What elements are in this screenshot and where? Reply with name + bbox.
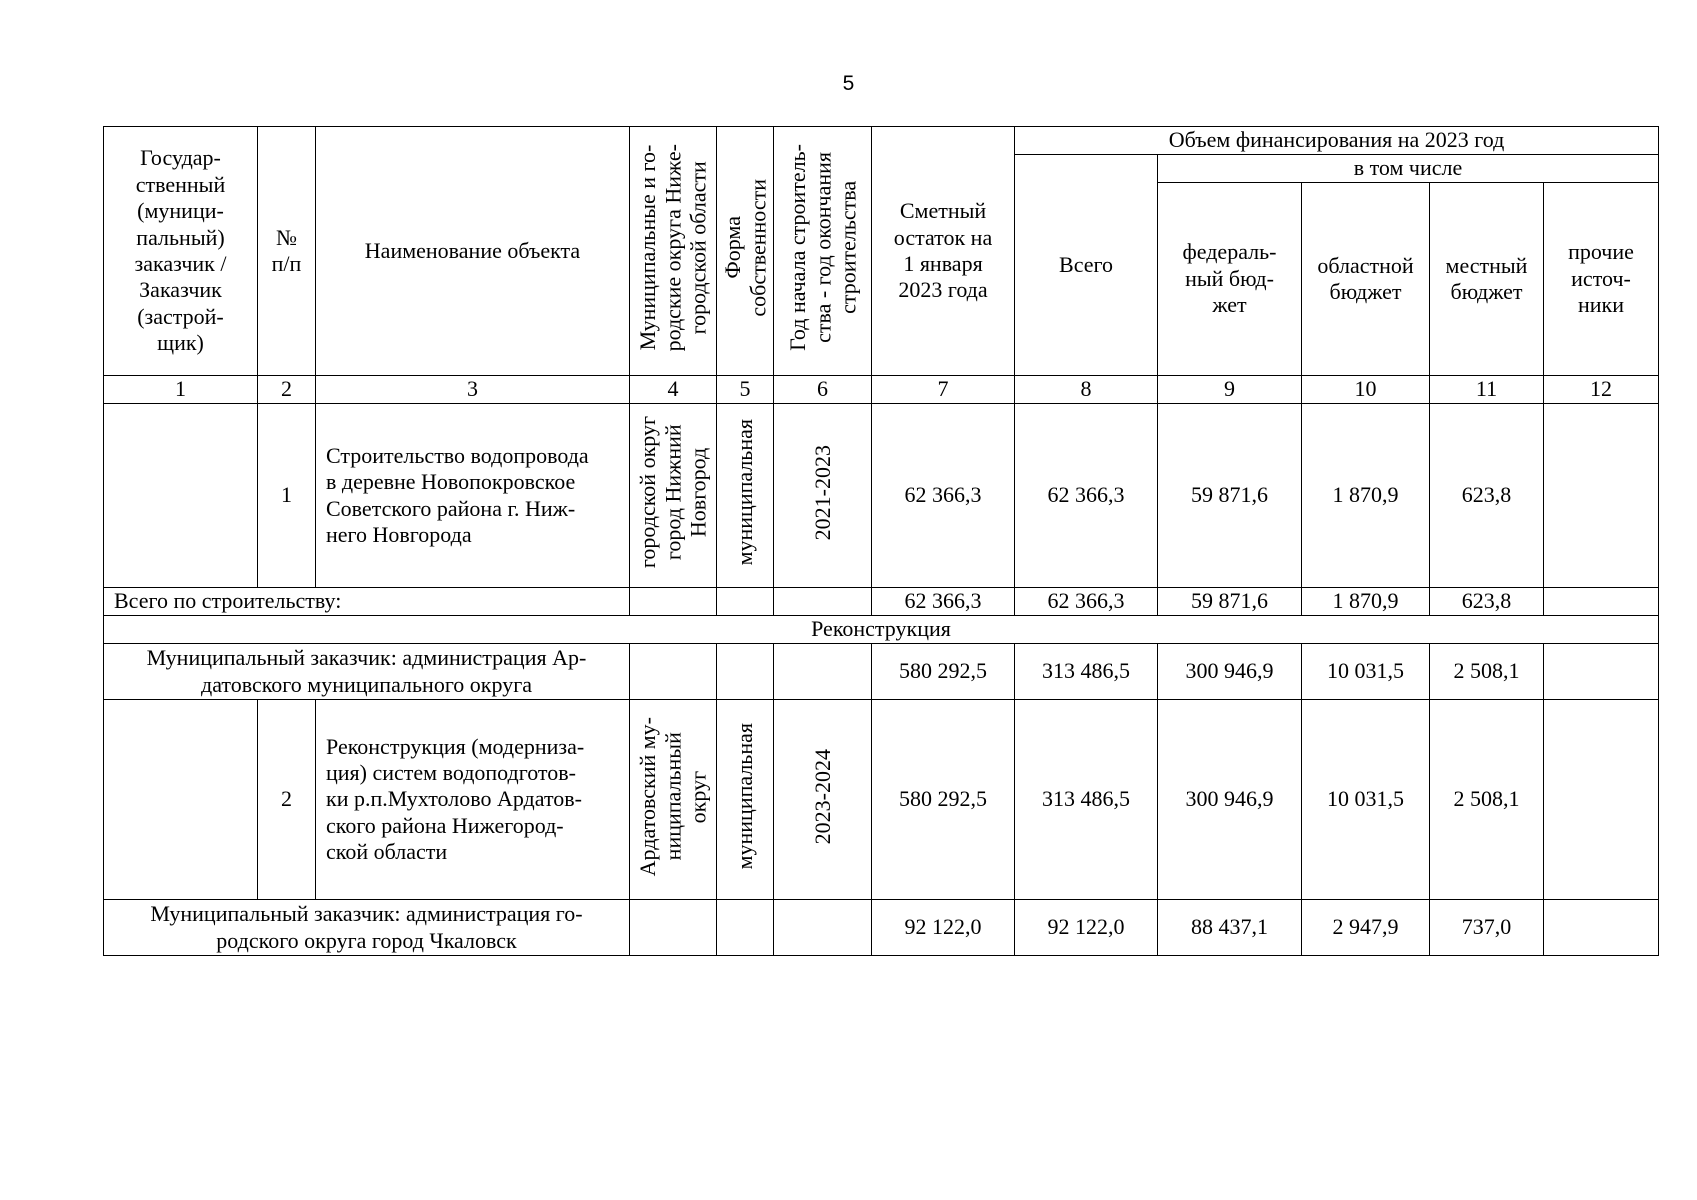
row2-object-name — [316, 700, 630, 900]
column-number: 4 — [630, 376, 717, 404]
row2-balance: 580 292,5 — [872, 700, 1015, 900]
empty-cell — [717, 644, 774, 700]
row2-ownership-text: муниципальная — [732, 723, 758, 870]
row1-number: 1 — [258, 404, 316, 588]
customer-chkalovsk-local: 737,0 — [1430, 900, 1544, 956]
header-years-text: Год начала строитель- ства - год окончания строительства — [784, 144, 861, 352]
row2-federal: 300 946,9 — [1158, 700, 1302, 900]
financing-table — [103, 126, 1659, 956]
row2-local: 2 508,1 — [1430, 700, 1544, 900]
column-number: 5 — [717, 376, 774, 404]
row2-municipality — [630, 700, 717, 900]
row2-total: 313 486,5 — [1015, 700, 1158, 900]
empty-cell — [717, 900, 774, 956]
customer-chkalovsk-balance: 92 122,0 — [872, 900, 1015, 956]
row1-local: 623,8 — [1430, 404, 1544, 588]
column-number: 11 — [1430, 376, 1544, 404]
header-municipality-text: Муниципальные и го- родские округа Ниже- городской области — [635, 144, 711, 352]
row2-other — [1544, 700, 1659, 900]
row2-municipality-text: Ардатовский му- ниципальный округ — [635, 716, 711, 876]
row1-years-text: 2021-2023 — [809, 444, 835, 540]
row1-years — [774, 404, 872, 588]
header-customer-text: Государ- ственный (муници- пальный) заказчик / Заказчик (застрой- щик) — [134, 145, 227, 356]
construction-total-row — [104, 588, 1659, 616]
header-other — [1544, 183, 1659, 376]
row2-years-text: 2023-2024 — [809, 748, 835, 844]
customer-ardatov-total: 313 486,5 — [1015, 644, 1158, 700]
row1-ownership — [717, 404, 774, 588]
customer-ardatov-federal: 300 946,9 — [1158, 644, 1302, 700]
header-number-text: № п/п — [271, 224, 302, 276]
reconstruction-section-row — [104, 616, 1659, 644]
header-customer — [104, 127, 258, 376]
construction-total-total: 62 366,3 — [1015, 588, 1158, 616]
row1-municipality — [630, 404, 717, 588]
row2-ownership — [717, 700, 774, 900]
empty-cell — [774, 588, 872, 616]
row1-balance: 62 366,3 — [872, 404, 1015, 588]
empty-cell — [774, 644, 872, 700]
column-number: 3 — [316, 376, 630, 404]
header-local-text: местный бюджет — [1445, 252, 1528, 304]
row2-customer-cell — [104, 700, 258, 900]
customer-chkalovsk-label-text: Муниципальный заказчик: администрация го- родского округа город Чкаловск — [150, 901, 583, 953]
header-years — [774, 127, 872, 376]
row1-object-name-text: Строительство водопровода в деревне Новопокровское Советского района г. Ниж- него Новгорода — [326, 442, 589, 547]
header-ownership — [717, 127, 774, 376]
header-row-1 — [104, 127, 1659, 155]
construction-total-federal: 59 871,6 — [1158, 588, 1302, 616]
customer-chkalovsk-total: 92 122,0 — [1015, 900, 1158, 956]
construction-total-other — [1544, 588, 1659, 616]
customer-ardatov-other — [1544, 644, 1659, 700]
customer-ardatov-row — [104, 644, 1659, 700]
customer-chkalovsk-other — [1544, 900, 1659, 956]
customer-ardatov-label — [104, 644, 630, 700]
empty-cell — [717, 588, 774, 616]
column-number: 9 — [1158, 376, 1302, 404]
header-municipality — [630, 127, 717, 376]
header-federal-text: федераль- ный бюд- жет — [1182, 239, 1277, 318]
header-federal — [1158, 183, 1302, 376]
column-number: 10 — [1302, 376, 1430, 404]
row2-regional: 10 031,5 — [1302, 700, 1430, 900]
row2-years — [774, 700, 872, 900]
customer-chkalovsk-regional: 2 947,9 — [1302, 900, 1430, 956]
column-number: 12 — [1544, 376, 1659, 404]
table-row-object-2 — [104, 700, 1659, 900]
header-other-text: прочие источ- ники — [1568, 239, 1634, 318]
customer-ardatov-local: 2 508,1 — [1430, 644, 1544, 700]
customer-chkalovsk-row — [104, 900, 1659, 956]
customer-chkalovsk-label — [104, 900, 630, 956]
construction-total-local: 623,8 — [1430, 588, 1544, 616]
header-total: Всего — [1015, 155, 1158, 376]
row2-object-name-text: Реконструкция (модерниза- ция) систем водоподготов- ки р.п.Мухтолово Ардатов- ского района Нижегород- ской области — [326, 733, 585, 865]
customer-ardatov-regional: 10 031,5 — [1302, 644, 1430, 700]
header-regional — [1302, 183, 1430, 376]
header-number — [258, 127, 316, 376]
header-financing-title: Объем финансирования на 2023 год — [1015, 127, 1659, 155]
header-ownership-text: Форма собственности — [719, 179, 770, 317]
header-local — [1430, 183, 1544, 376]
row1-ownership-text: муниципальная — [732, 419, 758, 566]
column-number: 7 — [872, 376, 1015, 404]
row1-federal: 59 871,6 — [1158, 404, 1302, 588]
header-object-name — [316, 127, 630, 376]
row1-object-name — [316, 404, 630, 588]
row1-other — [1544, 404, 1659, 588]
row1-total: 62 366,3 — [1015, 404, 1158, 588]
column-number: 6 — [774, 376, 872, 404]
reconstruction-label: Реконструкция — [104, 616, 1659, 644]
page-number: 5 — [842, 72, 855, 95]
table-row-object-1 — [104, 404, 1659, 588]
header-object-name-text: Наименование объекта — [364, 237, 581, 263]
header-regional-text: областной бюджет — [1317, 252, 1414, 304]
construction-total-regional: 1 870,9 — [1302, 588, 1430, 616]
customer-ardatov-label-text: Муниципальный заказчик: администрация Ар- датовского муниципального округа — [146, 645, 587, 697]
header-estimated-balance-text: Сметный остаток на 1 января 2023 года — [893, 198, 993, 303]
row1-customer-cell — [104, 404, 258, 588]
row2-number: 2 — [258, 700, 316, 900]
column-number-row — [104, 376, 1659, 404]
construction-total-balance: 62 366,3 — [872, 588, 1015, 616]
construction-total-label: Всего по строительству: — [104, 588, 630, 616]
header-including: в том числе — [1158, 155, 1659, 183]
empty-cell — [630, 588, 717, 616]
empty-cell — [630, 900, 717, 956]
column-number: 2 — [258, 376, 316, 404]
empty-cell — [630, 644, 717, 700]
customer-ardatov-balance: 580 292,5 — [872, 644, 1015, 700]
row1-regional: 1 870,9 — [1302, 404, 1430, 588]
customer-chkalovsk-federal: 88 437,1 — [1158, 900, 1302, 956]
row1-municipality-text: городской округ город Нижний Новгород — [635, 416, 711, 569]
column-number: 8 — [1015, 376, 1158, 404]
header-estimated-balance — [872, 127, 1015, 376]
column-number: 1 — [104, 376, 258, 404]
empty-cell — [774, 900, 872, 956]
